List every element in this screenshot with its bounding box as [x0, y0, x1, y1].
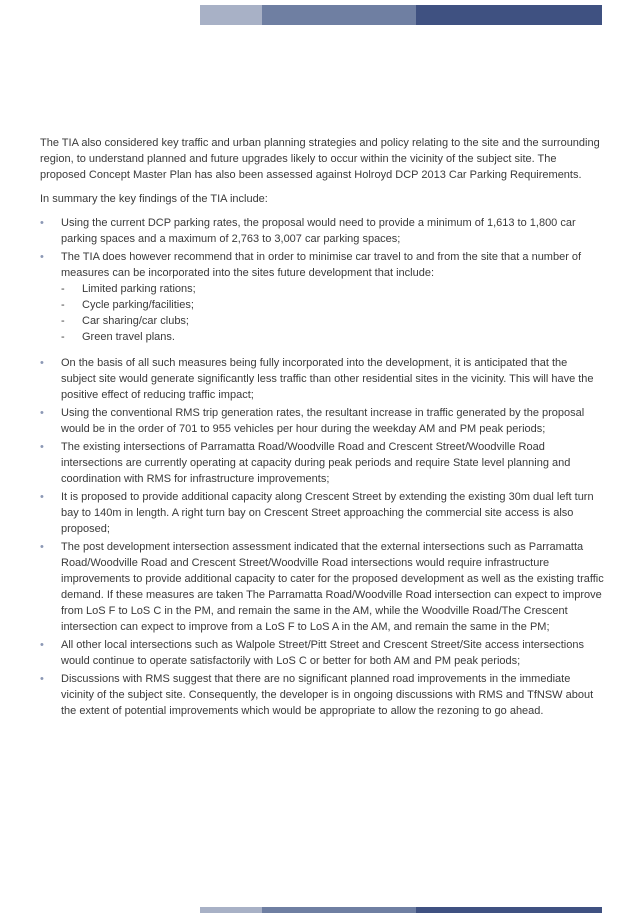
measure-item [61, 297, 605, 313]
list-item-text: All other local intersections such as Walpole Street/Pitt Street and Crescent Street/Site access intersections would continue to operate satisfactorily with LoS C or better for both AM and PM peak periods; [61, 639, 584, 667]
measure-text: Green travel plans. [82, 331, 175, 343]
list-item-text: The post development intersection assessment indicated that the external intersections such as Parramatta Road/Woodville Road and Crescent Street/Woodville Road intersections would require infrastructure improvements to provide additional capacity to cater for the proposed development as well as the existing traffic demand. If these measures are taken The Parramatta Road/Woodville Road intersection can expect to improve from LoS F to LoS C in the PM, and remain the same in the AM, while the Woodville Road/The Crescent intersection can expect to improve from a LoS F to LoS A in the AM, and remain the same in the PM; [61, 541, 604, 633]
bullet-icon: • [40, 491, 44, 503]
list-item [40, 355, 605, 403]
bullet-icon: • [40, 217, 44, 229]
list-item-text: The TIA does however recommend that in order to minimise car travel to and from the site that a number of measures can be incorporated into the sites future development that include: [61, 251, 582, 279]
measure-item [61, 313, 605, 329]
bullet-icon: • [40, 251, 44, 263]
list-item [40, 439, 605, 487]
measure-text: Limited parking rations; [82, 283, 196, 295]
measure-item [61, 329, 605, 345]
intro-paragraph: The TIA also considered key traffic and urban planning strategies and policy relating to the site and the surrounding region, to understand planned and future upgrades likely to occur within the vicinity of the subject site. The proposed Concept Master Plan has also been assessed against Holroyd DCP 2013 Car Parking Requirements. [40, 137, 600, 181]
bullet-icon: • [40, 673, 44, 685]
list-item-text: It is proposed to provide additional capacity along Crescent Street by extending the existing 30m dual left turn bay to 140m in length. A right turn bay on Crescent Street approaching the commercial site access is also proposed; [61, 491, 594, 535]
list-item-text: Discussions with RMS suggest that there are no significant planned road improvements in the immediate vicinity of the subject site. Consequently, the developer is in ongoing discussions with RMS and TfNSW about the extent of potential improvements which would be appropriate to allow the rezoning to go ahead. [61, 673, 594, 717]
list-item [40, 539, 605, 635]
header-band-mid-segment [262, 5, 416, 25]
header-color-band [200, 5, 602, 25]
header-band-light-segment [200, 5, 262, 25]
list-item [40, 637, 605, 669]
list-item [40, 215, 605, 247]
header-band-dark-segment [416, 5, 602, 25]
measure-text: Car sharing/car clubs; [82, 315, 189, 327]
bullet-icon: • [40, 639, 44, 651]
list-item-text: On the basis of all such measures being fully incorporated into the development, it is anticipated that the subject site would generate significantly less traffic than other residential sites in the vicinity. This will have the positive effect of reducing traffic impact; [61, 357, 594, 401]
dash-icon: - [61, 299, 65, 311]
footer-band-mid-segment [262, 907, 416, 913]
measures-list [61, 281, 605, 345]
list-item [40, 405, 605, 437]
bullet-icon: • [40, 357, 44, 369]
summary-lead: In summary the key findings of the TIA include: [40, 193, 268, 205]
key-findings-list [40, 215, 605, 719]
list-item [40, 489, 605, 537]
bullet-icon: • [40, 441, 44, 453]
bullet-icon: • [40, 541, 44, 553]
list-item [40, 671, 605, 719]
measure-item [61, 281, 605, 297]
footer-color-band [200, 907, 602, 913]
dash-icon: - [61, 331, 65, 343]
footer-band-light-segment [200, 907, 262, 913]
dash-icon: - [61, 283, 65, 295]
footer-band-dark-segment [416, 907, 602, 913]
bullet-icon: • [40, 407, 44, 419]
document-body [40, 135, 605, 721]
measure-text: Cycle parking/facilities; [82, 299, 194, 311]
dash-icon: - [61, 315, 65, 327]
list-item-text: Using the current DCP parking rates, the proposal would need to provide a minimum of 1,613 to 1,800 car parking spaces and a maximum of 2,763 to 3,007 car parking spaces; [61, 217, 576, 245]
list-item-text: The existing intersections of Parramatta Road/Woodville Road and Crescent Street/Woodville Road intersections are currently operating at capacity during peak periods and require State level planning and coordination with RMS for infrastructure improvements; [61, 441, 571, 485]
list-item-text: Using the conventional RMS trip generation rates, the resultant increase in traffic generated by the proposal would be in the order of 701 to 955 vehicles per hour during the weekday AM and PM peak periods; [61, 407, 585, 435]
list-item [40, 249, 605, 345]
